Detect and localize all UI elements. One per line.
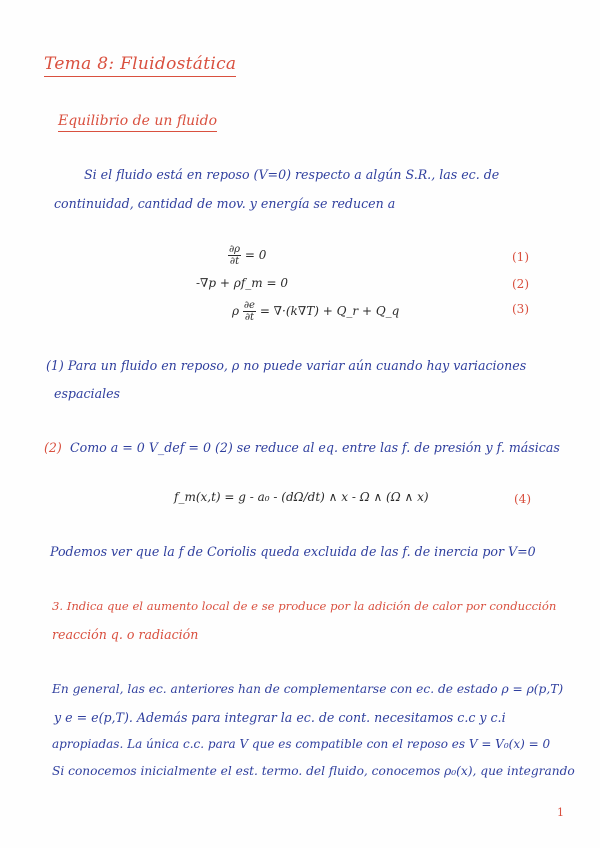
equation-4-number: (4) <box>514 492 531 506</box>
rho-symbol: ρ <box>232 304 240 318</box>
point-3-line-2: reacción q. o radiación <box>52 627 199 642</box>
general-line-3: apropiadas. La única c.c. para V que es compatible con el reposo es V = V₀(x) = 0 <box>52 737 551 751</box>
equation-1-text: = 0 <box>244 248 267 262</box>
general-line-1: En general, las ec. anteriores han de complementarse con ec. de estado ρ = ρ(p,T) <box>52 682 564 696</box>
general-line-2: y e = e(p,T). Además para integrar la ec. de cont. necesitamos c.c y c.i <box>54 710 506 725</box>
equation-3-text: = ∇·(k∇T) + Q_r + Q_q <box>259 304 400 318</box>
partial-rho-dt-fraction: $\frac{\partial\rho}{\partial t}$ <box>229 244 241 267</box>
note-1-line-2: espaciales <box>54 386 121 401</box>
note-2-text: Como a = 0 V_def = 0 (2) se reduce al eq. entre las f. de presión y f. másicas <box>70 440 560 455</box>
point-3-line-1: 3. Indica que el aumento local de e se produce por la adición de calor por conducción <box>52 599 557 613</box>
equation-1 <box>228 244 266 267</box>
page-title: Tema 8: Fluidostática <box>44 54 236 77</box>
equation-2-number: (2) <box>512 277 529 291</box>
equation-4: f_m(x,t) = g - a₀ - (dΩ/dt) ∧ x - Ω ∧ (Ω ∧ x) <box>174 490 429 504</box>
general-line-4: Si conocemos inicialmente el est. termo. del fluido, conocemos ρ₀(x), que integrando <box>52 764 575 778</box>
equation-3-number: (3) <box>512 302 529 316</box>
page-number: 1 <box>557 806 564 819</box>
section-title: Equilibrio de un fluido <box>58 113 217 132</box>
equation-2: -∇p + ρf_m = 0 <box>196 276 288 290</box>
note-2-prefix: (2) <box>44 440 62 455</box>
equation-1-number: (1) <box>512 250 529 264</box>
intro-line-2: continuidad, cantidad de mov. y energía se reducen a <box>54 196 396 211</box>
equation-3 <box>232 300 399 323</box>
note-1-line-1: (1) Para un fluido en reposo, ρ no puede variar aún cuando hay variaciones <box>46 358 527 373</box>
coriolis-statement: Podemos ver que la f de Coriolis queda excluida de las f. de inercia por V=0 <box>50 544 536 559</box>
partial-e-dt-fraction: $\frac{\partial e}{\partial t}$ <box>243 300 255 323</box>
intro-line-1: Si el fluido está en reposo (V=0) respecto a algún S.R., las ec. de <box>84 167 500 182</box>
